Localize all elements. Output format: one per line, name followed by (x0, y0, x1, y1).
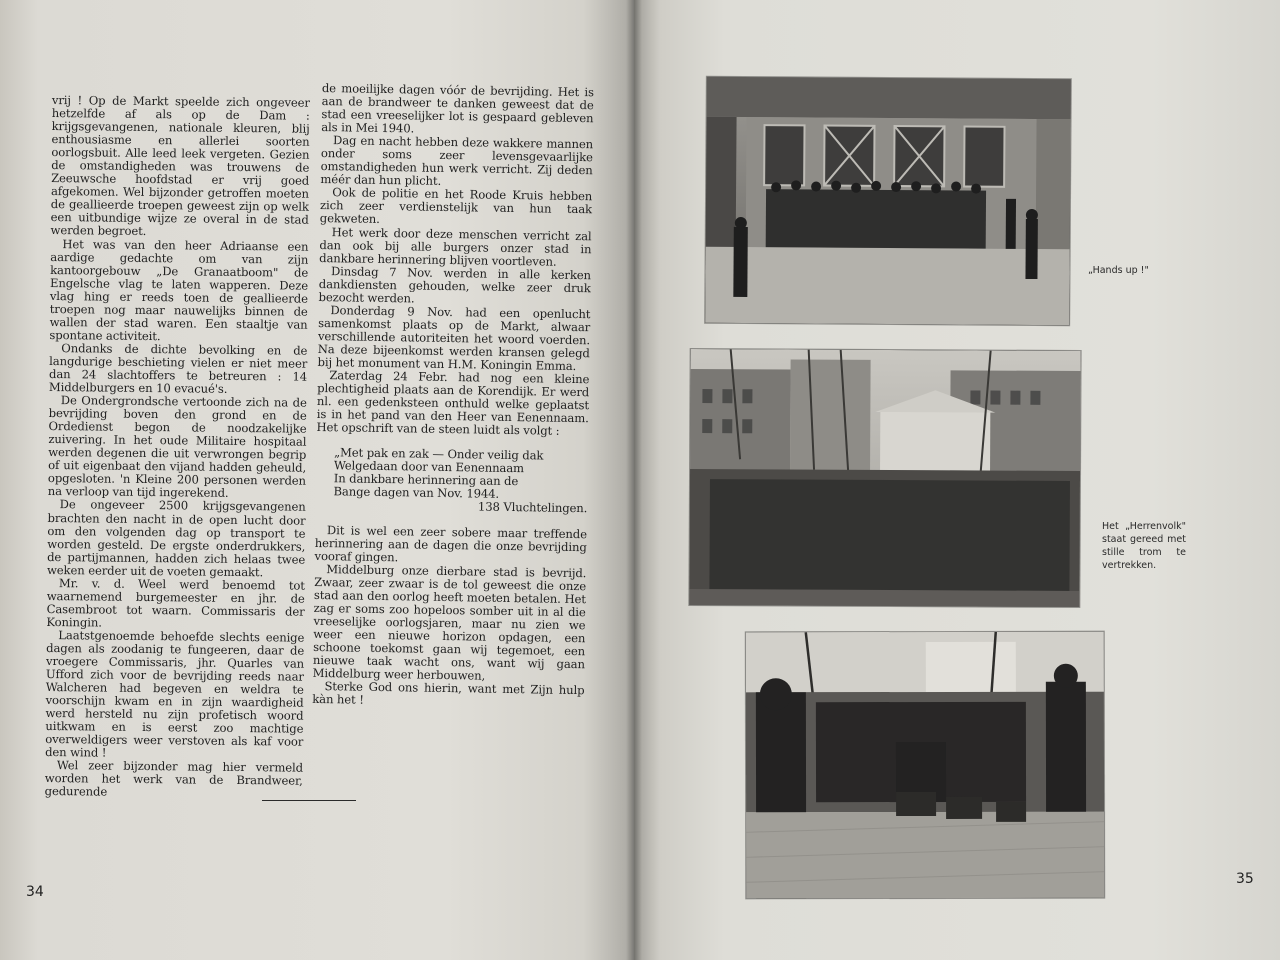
paragraph: Het was van den heer Adriaanse een aardige gedachte om van zijn kantoorgebouw „De Granaatboom" de Engelsche vlag te laten wapperen. Deze vlag hing er reeds toen de geallieerde troepen nog maar nauwelijks binnen de wallen der stad waren. Een staaltje van spontane activiteit. (49, 236, 309, 343)
paragraph: Middelburg onze dierbare stad is bevrijd. Zwaar, zeer zwaar is de tol geweest die onze stad aan den oorlog heeft moeten betalen. Het zag er soms zoo hopeloos somber uit in al die vreeselijke oorlogsjaren, maar nu zien we weer een nieuwe horizon opdagen, een schoone toekomst gaan wij tegemoet, een nieuwe taak wacht ons, want wij gaan Middelburg weer herbouwen, (312, 561, 587, 683)
paragraph: Sterke God ons hierin, want met Zijn hulp kàn het ! (312, 679, 585, 707)
paragraph: vrij ! Op de Markt speelde zich ongeveer hetzelfde af als op de Dam : krijgsgevangenen, nationale kleuren, blij enthousiasme en allerlei soorten oorlogsbuit. Alle leed leek vergeten. Gezien de omstandigheden was trouwens de Zeeuwsche hoofdstad er vrij goed afgekomen. Wel bijzonder getroffen moeten de geallieerde troepen geweest zijn op welk een uitbundige wijze ze overal in de stad werden begroet. (50, 93, 310, 239)
text-column-1 (45, 94, 310, 801)
paragraph: de moeilijke dagen vóór de bevrijding. Het is aan de brandweer te danken geweest dat de stad een vreeselijker lot is gespaard gebleven als in Mei 1940. (321, 81, 594, 136)
end-rule (262, 800, 356, 801)
photo-prisoners-waiting (746, 632, 1104, 899)
left-page (0, 0, 634, 960)
inscription-line: „Met pak en zak — Onder veilig dak (334, 445, 544, 463)
paragraph: Wel zeer bijzonder mag hier vermeld worden het werk van de Brandweer, gedurende (44, 758, 304, 800)
memorial-inscription (333, 447, 588, 516)
inscription-line: In dankbare herinnering aan de (333, 471, 519, 489)
caption-herrenvolk: Het „Herrenvolk" staat gereed met stille trom te vertrekken. (1102, 521, 1186, 571)
paragraph: Het werk door deze menschen verricht zal dan ook bij alle burgers onzer stad in dankbare herinnering blijven voortleven. (319, 224, 592, 269)
paragraph: Zaterdag 24 Febr. had nog een kleine plechtigheid plaats aan de Korendijk. Er werd nl. een gedenksteen onthuld welke geplaatst is in het pand van den Heer van Eenennaam. Het opschrift van de steen luidt als volgt : (316, 368, 590, 438)
inscription-line: Bange dagen van Nov. 1944. (333, 484, 500, 502)
paragraph: Mr. v. d. Weel werd benoemd tot waarnemend burgemeester en jhr. de Casembroot tot waarn. Commissaris der Koningin. (46, 575, 305, 630)
paragraph: De ongeveer 2500 krijgsgevangenen brachten den nacht in de open lucht door om den volgenden dag op transport te worden gesteld. De ergste onderdrukkers, de partijmannen, hadden zich helaas twee weken eerder uit de voeten gemaakt. (46, 497, 306, 579)
photo-herrenvolk (689, 349, 1080, 607)
paragraph: De Ondergrondsche vertoonde zich na de bevrijding boven den grond en de Ordedienst begon de noodzakelijke zuivering. In het oude Militaire hospitaal werden degenen die uit verwrongen begrip of uit eigenbaat den vijand hadden geheuld, opgesloten. 'n Kleine 200 personen werden na verloop van tijd ingerekend. (47, 393, 307, 501)
paragraph: Laatstgenoemde behoefde slechts eenige dagen als zoodanig te fungeeren, daar de vroegere Commissaris, jhr. Quarles van Ufford zich voor de bevrijding reeds naar Walcheren had begeven en weldra te voorschijn kwam en in zijn waardigheid werd hersteld nu zijn profetisch woord uitkwam en is eerst zoo machtige overweldigers weer verstoven als kaf voor den wind ! (45, 628, 305, 760)
paragraph: Ondanks de dichte bevolking en de langdurige beschieting vielen er niet meer dan 24 slachtoffers te betreuren : 14 Middelburgers en 10 evacué's. (48, 341, 308, 396)
paragraph: Dag en nacht hebben deze wakkere mannen onder soms zeer levensgevaarlijke omstandigheden hun werk verricht. Zij deden méér dan hun plicht. (320, 133, 594, 189)
paragraph: Dit is wel een zeer sobere maar treffende herinnering aan de dagen die onze bevrijding vooraf gingen. (314, 522, 588, 564)
book-gutter (626, 0, 642, 960)
photo-hands-up (705, 77, 1071, 326)
caption-hands-up: „Hands up !" (1088, 265, 1149, 276)
paragraph: Dinsdag 7 Nov. werden in alle kerken dankdiensten gehouden, welke zeer druk bezocht werden. (318, 263, 592, 306)
page-number-right: 35 (1236, 871, 1254, 887)
inscription-line: Welgedaan door van Eenennaam (333, 458, 525, 476)
paragraph: Donderdag 9 Nov. had een openlucht samenkomst plaats op de Markt, alwaar verschillende autoriteiten het woord voerden. Na deze bijeenkomst werden kransen gelegd bij het monument van H.M. Koningin Emma. (317, 302, 591, 374)
inscription-signature: 138 Vluchtelingen. (477, 499, 588, 516)
text-column-2 (312, 82, 594, 710)
paragraph: Ook de politie en het Roode Kruis hebben zich zeer verdienstelijk van hun taak gekweten. (319, 185, 593, 227)
page-number-left: 34 (26, 884, 44, 900)
